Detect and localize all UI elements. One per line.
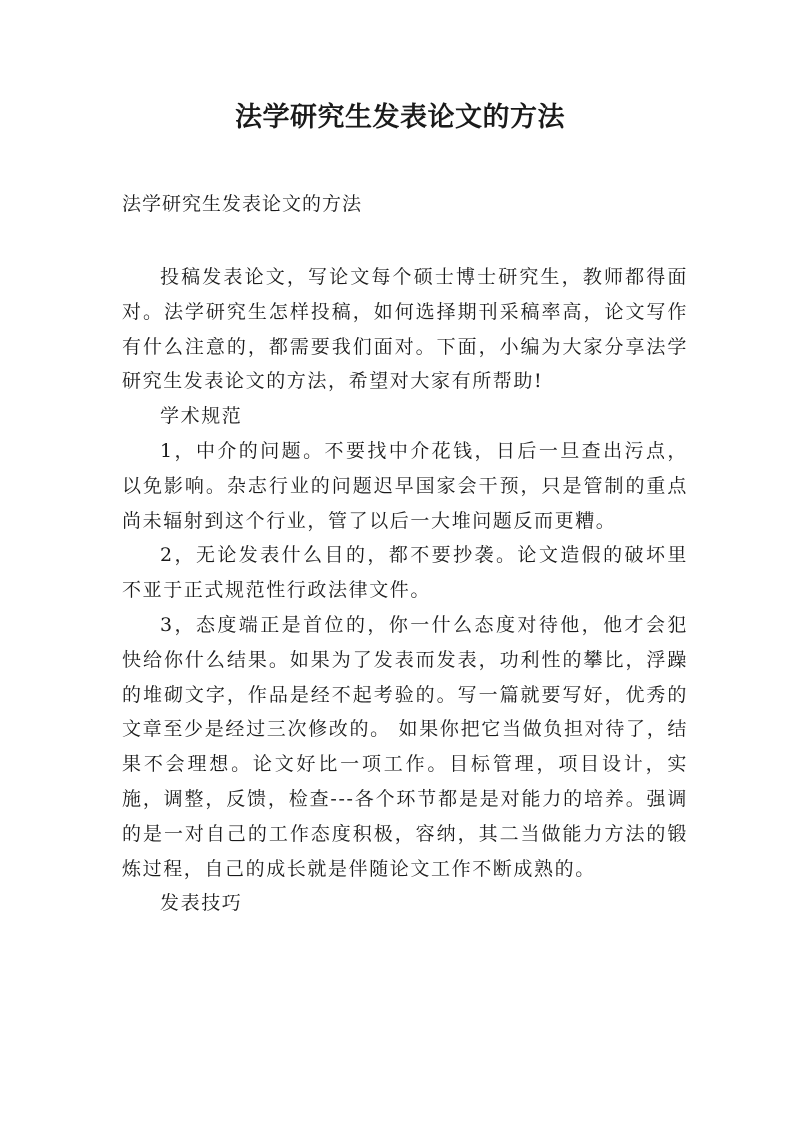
- intro-paragraph: 投稿发表论文，写论文每个硕士博士研究生，教师都得面对。法学研究生怎样投稿，如何选择期刊采稿率高，论文写作有什么注意的，都需要我们面对。下面，小编为大家分享法学研究生发表论文的方法，希望对大家有所帮助!: [122, 266, 688, 393]
- document-subtitle: 法学研究生发表论文的方法: [122, 193, 363, 215]
- section-heading-publishing-tips: 发表技巧: [160, 892, 243, 915]
- document-body: [122, 260, 688, 921]
- paragraph-point-3: 3，态度端正是首位的，你一什么态度对待他，他才会犯快给你什么结果。如果为了发表而发表，功利性的攀比，浮躁的堆砌文字，作品是经不起考验的。写一篇就要写好，优秀的文章至少是经过三次修改的。 如果你把它当做负担对待了，结果不会理想。论文好比一项工作。目标管理，项目设计，实施，调整，反馈，检查---各个环节都是是对能力的培养。强调的是一对自己的工作态度积极，容纳，其二当做能力方法的锻炼过程，自己的成长就是伴随论文工作不断成熟的。: [122, 613, 688, 880]
- document-title: 法学研究生发表论文的方法: [235, 102, 565, 133]
- paragraph-point-2: 2，无论发表什么目的，都不要抄袭。论文造假的破坏里不亚于正式规范性行政法律文件。: [122, 544, 688, 602]
- section-heading-academic-norms: 学术规范: [160, 405, 243, 428]
- paragraph-point-1: 1，中介的问题。不要找中介花钱，日后一旦查出污点，以免影响。杂志行业的问题迟早国家会干预，只是管制的重点尚未辐射到这个行业，管了以后一大堆问题反而更糟。: [122, 439, 688, 532]
